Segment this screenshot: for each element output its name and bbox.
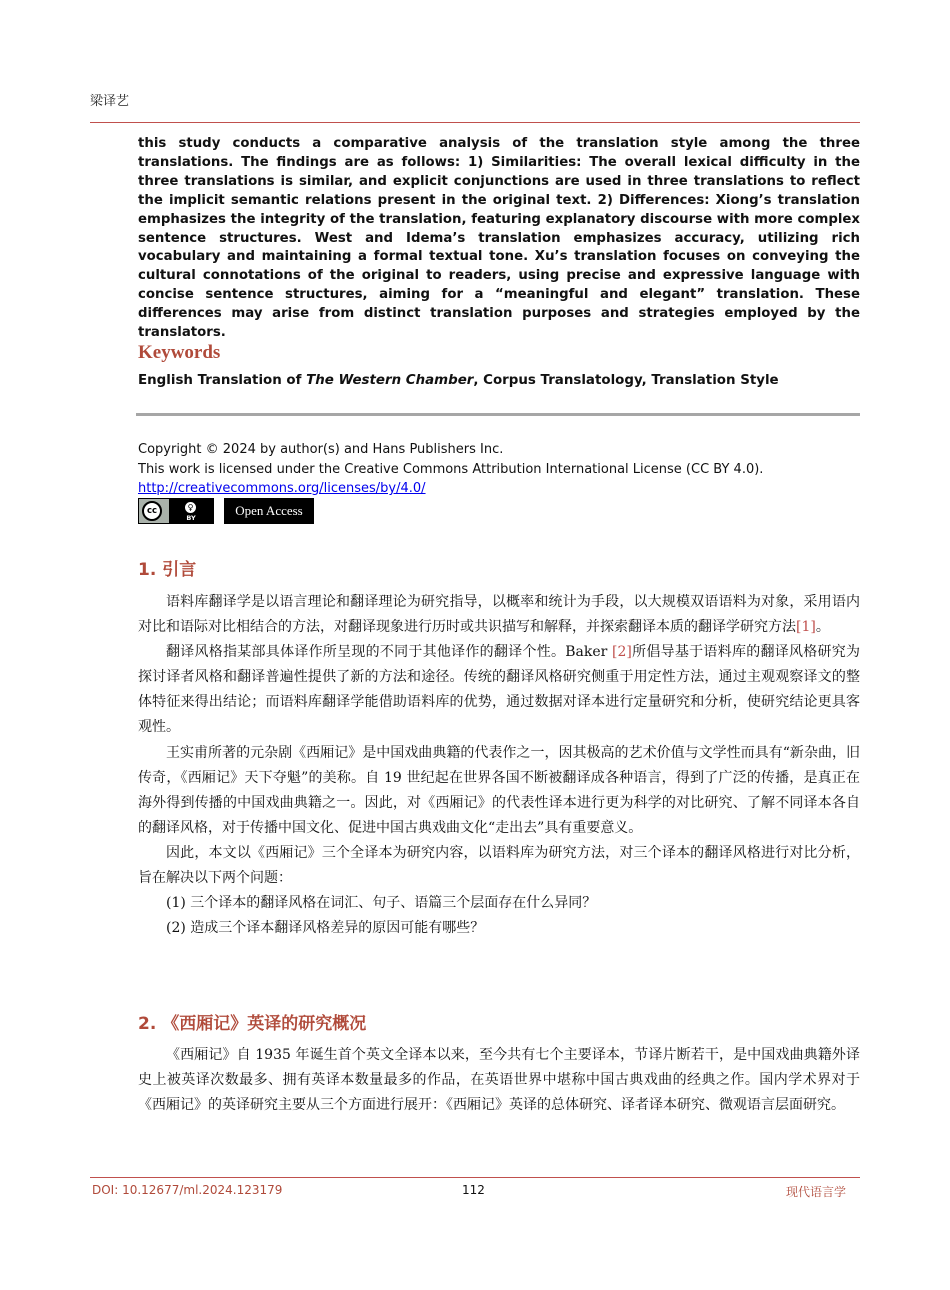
section-1-heading: 1. 引言 [138, 560, 197, 580]
keywords-divider [136, 413, 860, 416]
copyright-line: Copyright © 2024 by author(s) and Hans Publishers Inc. [138, 442, 504, 457]
paragraph-1-end: 。 [815, 619, 830, 636]
paragraph-2-start: 翻译风格指某部具体译作所呈现的不同于其他译作的翻译个性。Baker [166, 644, 613, 661]
keywords-list [138, 373, 860, 388]
citation-2-link[interactable]: [2] [612, 644, 632, 661]
section-1-paragraph-1 [138, 590, 860, 640]
footer-page-number: 112 [462, 1183, 485, 1197]
footer-doi: DOI: 10.12677/ml.2024.123179 [92, 1183, 283, 1197]
keywords-italic-title: The Western Chamber [306, 373, 474, 388]
cc-by-badge[interactable] [138, 498, 214, 524]
research-question-1: (1) 三个译本的翻译风格在词汇、句子、语篇三个层面存在什么异同？ [166, 895, 597, 912]
copyright-block [138, 440, 860, 499]
by-label: BY [186, 514, 196, 522]
keywords-heading: Keywords [138, 342, 221, 363]
keywords-suffix: , Corpus Translatology, Translation Style [473, 373, 779, 388]
section-2-body [138, 1043, 860, 1118]
section-1-body [138, 590, 860, 941]
section-1-paragraph-2 [138, 640, 860, 740]
abstract-text: this study conducts a comparative analysis of the translation style among the three translations. The findings are as follows: 1) Similarities: The overall lexical difficulty in the three translations is similar, and explicit conjunctions are used in three translations to reflect the implicit semantic relations present in the original text. 2) Differences: Xiong’s translation emphasizes the integrity of the translation, featuring explanatory discourse with more complex sentence structures. West and Idema’s translation emphasizes accuracy, utilizing rich vocabulary and maintaining a formal textual tone. Xu’s translation focuses on conveying the cultural connotations of the original to readers, using precise and expressive language with concise sentence structures, aiming for a “meaningful and elegant” translation. These differences may arise from distinct translation purposes and strategies employed by the translators. [138, 136, 860, 341]
research-question-2: (2) 造成三个译本翻译风格差异的原因可能有哪些？ [166, 920, 485, 937]
cc-badge-dark-panel [169, 499, 214, 523]
license-line: This work is licensed under the Creative Commons Attribution International License (CC BY 4.0). [138, 461, 764, 477]
paragraph-1-text: 语料库翻译学是以语言理论和翻译理论为研究指导，以概率和统计为手段，以大规模双语语料为对象，采用语内对比和语际对比相结合的方法，对翻译现象进行历时或共识描写和解释，并探索翻译本质的翻译学研究方法 [138, 594, 860, 636]
license-link[interactable]: http://creativecommons.org/licenses/by/4.0/ [138, 481, 426, 496]
section-2-heading: 2. 《西厢记》英译的研究概况 [138, 1014, 367, 1034]
section-1-paragraph-3: 王实甫所著的元杂剧《西厢记》是中国戏曲典籍的代表作之一，因其极高的艺术价值与文学性而具有“新杂曲，旧传奇，《西厢记》天下夺魁”的美称。自 19 世纪起在世界各国不断被翻译成各种语言，得到了广泛的传播，是真正在海外得到传播的中国戏曲典籍之一。因此，对《西厢记》的代表性译本进行更为科学的对比研究、了解不同译本各自的翻译风格，对于传播中国文化、促进中国古典戏曲文化“走出去”具有重要意义。 [138, 744, 860, 836]
cc-icon: cc [142, 501, 162, 521]
footer-journal-name: 现代语言学 [786, 1185, 847, 1199]
footer-divider [90, 1177, 860, 1178]
header-divider [90, 122, 860, 123]
open-access-badge[interactable]: Open Access [224, 498, 314, 524]
section-2-paragraph-1: 《西厢记》自 1935 年诞生首个英文全译本以来，至今共有七个主要译本，节译片断若干，是中国戏曲典籍外译史上被英译次数最多、拥有英译本数量最多的作品，在英语世界中堪称中国古典戏曲的经典之作。国内学术界对于《西厢记》的英译研究主要从三个方面进行展开：《西厢记》英译的总体研究、译者译本研究、微观语言层面研究。 [138, 1047, 860, 1114]
citation-1-link[interactable]: [1] [796, 619, 816, 636]
running-header-author: 梁译艺 [90, 94, 130, 109]
paragraph-2-text: 所倡导基于语料库的翻译风格研究为探讨译者风格和翻译普遍性提供了新的方法和途径。传统的翻译风格研究侧重于用定性方法，通过主观观察译文的整体特征来得出结论；而语料库翻译学能借助语料库的优势，通过数据对译本进行定量研究和分析，使研究结论更具客观性。 [138, 644, 861, 736]
section-1-paragraph-4: 因此，本文以《西厢记》三个全译本为研究内容，以语料库为研究方法，对三个译本的翻译风格进行对比分析，旨在解决以下两个问题： [138, 844, 860, 887]
keywords-prefix: English Translation of [138, 373, 307, 388]
attribution-person-icon: ♀ [184, 501, 197, 514]
